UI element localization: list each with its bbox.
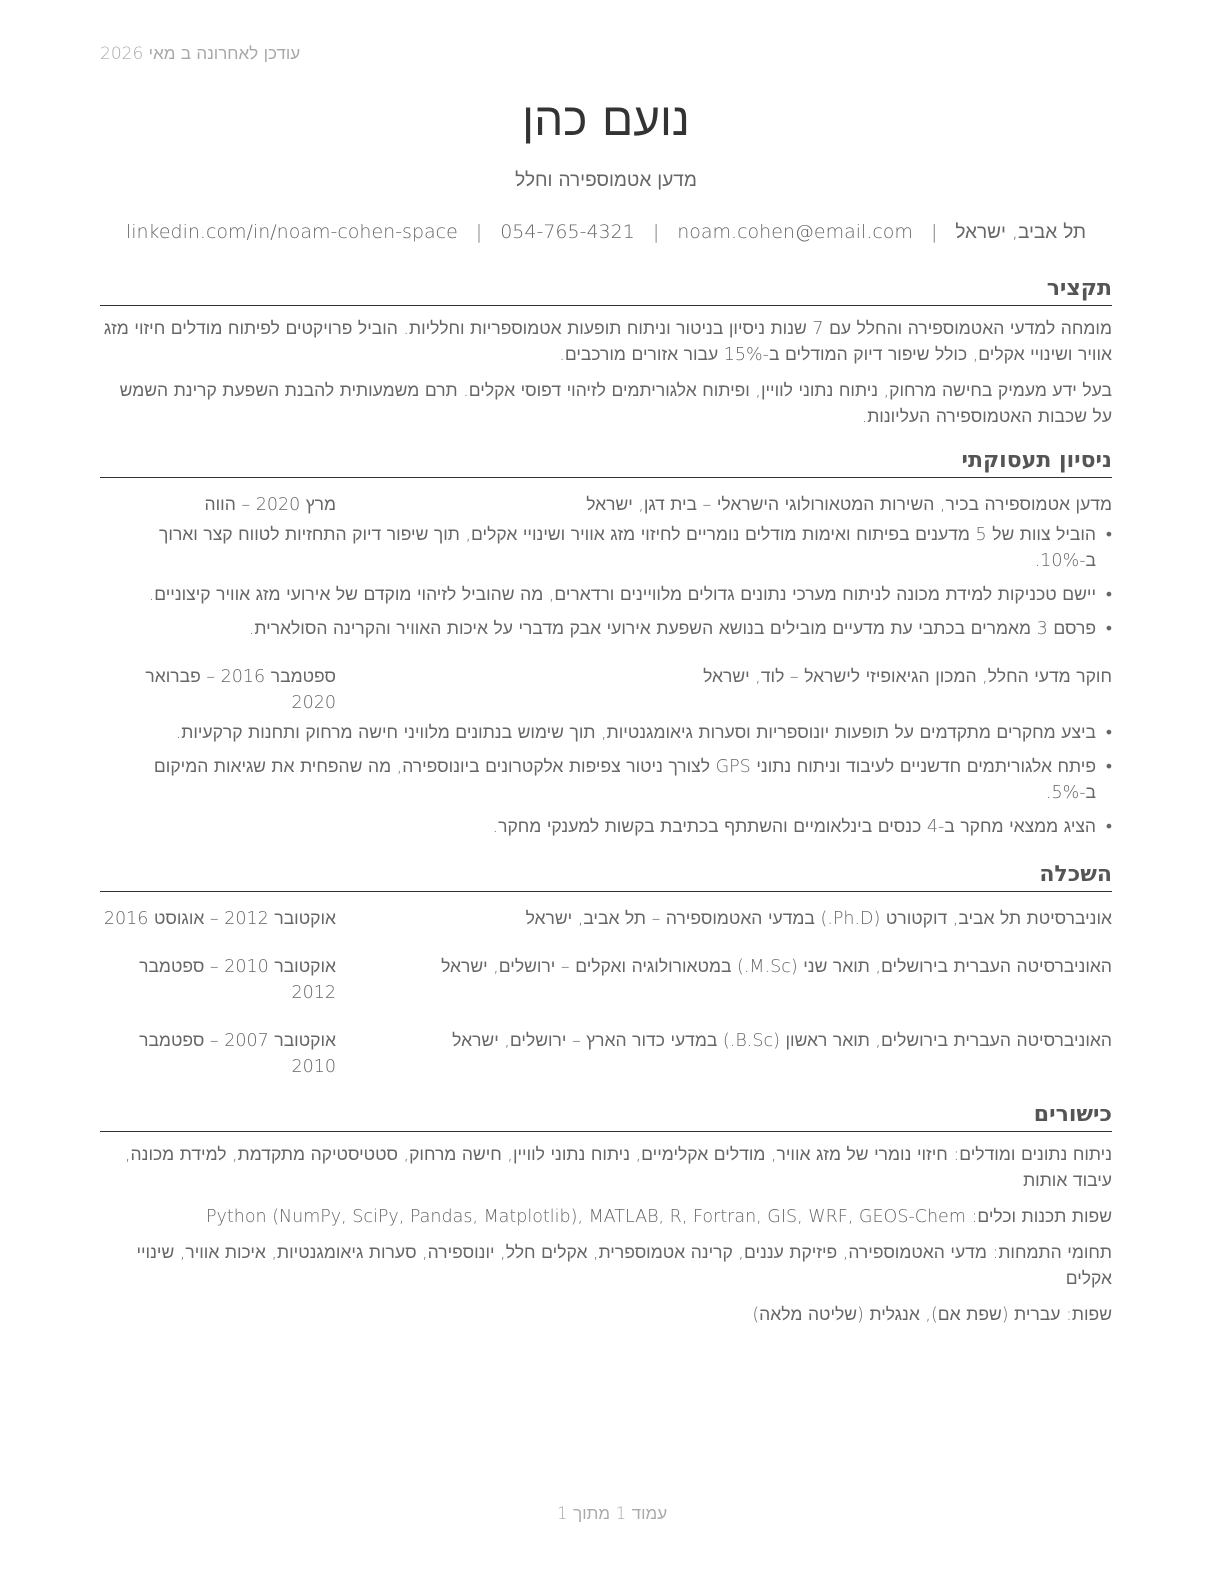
- education-entry: [100, 1028, 1112, 1080]
- job-header: [100, 664, 1112, 716]
- education-title: האוניברסיטה העברית בירושלים, תואר שני (M.Sc.) במטאורולוגיה ואקלים – ירושלים, ישראל: [441, 957, 1112, 977]
- job-dates: ספטמבר 2016 – פברואר 2020: [145, 667, 336, 713]
- job-title: מדען אטמוספירה בכיר, השירות המטאורולוגי הישראלי – בית דגן, ישראל: [586, 495, 1112, 515]
- experience-section: [100, 448, 1112, 840]
- candidate-name: נועם כהן: [522, 92, 690, 146]
- contact-separator: |: [930, 221, 938, 243]
- job-bullet: • ביצע מחקרים מתקדמים על תופעות יונוספריות וסערות גיאומגנטיות, תוך שימוש בנתונים מלוויני חישה מרחוק ותחנות קרקעיות.: [100, 720, 1112, 746]
- education-entry: [100, 954, 1112, 1006]
- education-dates: אוקטובר 2012 – אוגוסט 2016: [103, 909, 336, 929]
- contact-linkedin[interactable]: linkedin.com/in/noam-cohen-space: [125, 221, 458, 243]
- skills-line: שפות תכנות וכלים: Python (NumPy, SciPy, Pandas, Matplotlib), MATLAB, R, Fortran, GIS, WRF, GEOS-Chem: [205, 1207, 1112, 1227]
- contact-separator: |: [475, 221, 483, 243]
- skills-line: ניתוח נתונים ומודלים: חיזוי נומרי של מזג אוויר, מודלים אקלימיים, ניתוח נתוני לוויין, חישה מרחוק, סטטיסטיקה מתקדמת, למידת מכונה, עיבוד אותות: [124, 1145, 1112, 1191]
- contact-phone[interactable]: 054-765-4321: [500, 221, 635, 243]
- section-title-experience: ניסיון תעסוקתי: [100, 448, 1112, 478]
- candidate-role: מדען אטמוספירה וחלל: [515, 169, 697, 191]
- education-dates: אוקטובר 2010 – ספטמבר 2012: [139, 957, 336, 1003]
- summary-paragraph: מומחה למדעי האטמוספירה והחלל עם 7 שנות ניסיון בניטור וניתוח תופעות אטמוספריות וחלליות. הוביל פרויקטים לפיתוח מודלים חיזוי מזג אוויר ושינויי אקלים, כולל שיפור דיוק המודלים ב-15% עבור אזורים מורכבים.: [103, 319, 1112, 365]
- summary-paragraph: בעל ידע מעמיק בחישה מרחוק, ניתוח נתוני לוויין, ופיתוח אלגוריתמים לזיהוי דפוסי אקלים. תרם משמעותית להבנת השפעת קרינת השמש על שכבות האטמוספירה העליונות.: [119, 381, 1112, 427]
- section-title-summary: תקציר: [100, 276, 1112, 306]
- job-dates: מרץ 2020 – הווה: [204, 495, 336, 515]
- education-section: [100, 862, 1112, 1080]
- contact-separator: |: [652, 221, 660, 243]
- education-header: [100, 1028, 1112, 1080]
- resume-header: [100, 88, 1112, 244]
- job-bullet: • פרסם 3 מאמרים בכתבי עת מדעיים מובילים בנושא השפעת אירועי אבק מדברי על איכות האוויר והקרינה הסולארית.: [100, 616, 1112, 642]
- contact-location: תל אביב, ישראל: [955, 221, 1087, 243]
- contact-line: [100, 220, 1112, 244]
- section-title-education: השכלה: [100, 862, 1112, 892]
- education-title: אוניברסיטת תל אביב, דוקטורט (Ph.D.) במדעי האטמוספירה – תל אביב, ישראל: [525, 909, 1112, 929]
- section-title-skills: כישורים: [100, 1102, 1112, 1132]
- job-entry: [100, 492, 1112, 642]
- job-bullet: • פיתח אלגוריתמים חדשניים לעיבוד וניתוח נתוני GPS לצורך ניטור צפיפות אלקטרונים ביונוספירה, מה שהפחית את שגיאות המיקום ב-5%.: [100, 754, 1112, 806]
- contact-email[interactable]: noam.cohen@email.com: [677, 221, 913, 243]
- job-bullet: • הציג ממצאי מחקר ב-4 כנסים בינלאומיים והשתתף בכתיבת בקשות למענקי מחקר.: [100, 814, 1112, 840]
- last-updated-note: עודכן לאחרונה ב מאי 2026: [100, 44, 301, 64]
- job-bullets: [100, 720, 1112, 840]
- job-bullet: • יישם טכניקות למידת מכונה לניתוח מערכי נתונים גדולים מלוויינים ורדארים, מה שהוביל לזיהוי מוקדם של אירועי מזג אוויר קיצוניים.: [100, 582, 1112, 608]
- education-title: האוניברסיטה העברית בירושלים, תואר ראשון (B.Sc.) במדעי כדור הארץ – ירושלים, ישראל: [452, 1031, 1112, 1051]
- education-dates: אוקטובר 2007 – ספטמבר 2010: [139, 1031, 336, 1077]
- job-bullet: • הוביל צוות של 5 מדענים בפיתוח ואימות מודלים נומריים לחיזוי מזג אוויר ושינויי אקלים, תוך שיפור דיוק התחזיות לטווח קצר וארוך ב-10%.: [100, 522, 1112, 574]
- skills-line: שפות: עברית (שפת אם), אנגלית (שליטה מלאה): [752, 1305, 1112, 1325]
- job-bullets: [100, 522, 1112, 642]
- skills-section: [100, 1102, 1112, 1328]
- summary-section: [100, 276, 1112, 430]
- resume-body: [100, 276, 1112, 1346]
- education-header: [100, 954, 1112, 1006]
- education-entry: [100, 906, 1112, 932]
- education-header: [100, 906, 1112, 932]
- job-entry: [100, 664, 1112, 840]
- skills-line: תחומי התמחות: מדעי האטמוספירה, פיזיקת עננים, קרינה אטמוספרית, אקלים חלל, יונוספירה, סערות גיאומגנטיות, איכות אוויר, שינויי אקלים: [136, 1243, 1112, 1289]
- job-header: [100, 492, 1112, 518]
- page-footer: עמוד 1 מתוך 1: [556, 1504, 668, 1524]
- job-title: חוקר מדעי החלל, המכון הגיאופיזי לישראל – לוד, ישראל: [703, 667, 1112, 687]
